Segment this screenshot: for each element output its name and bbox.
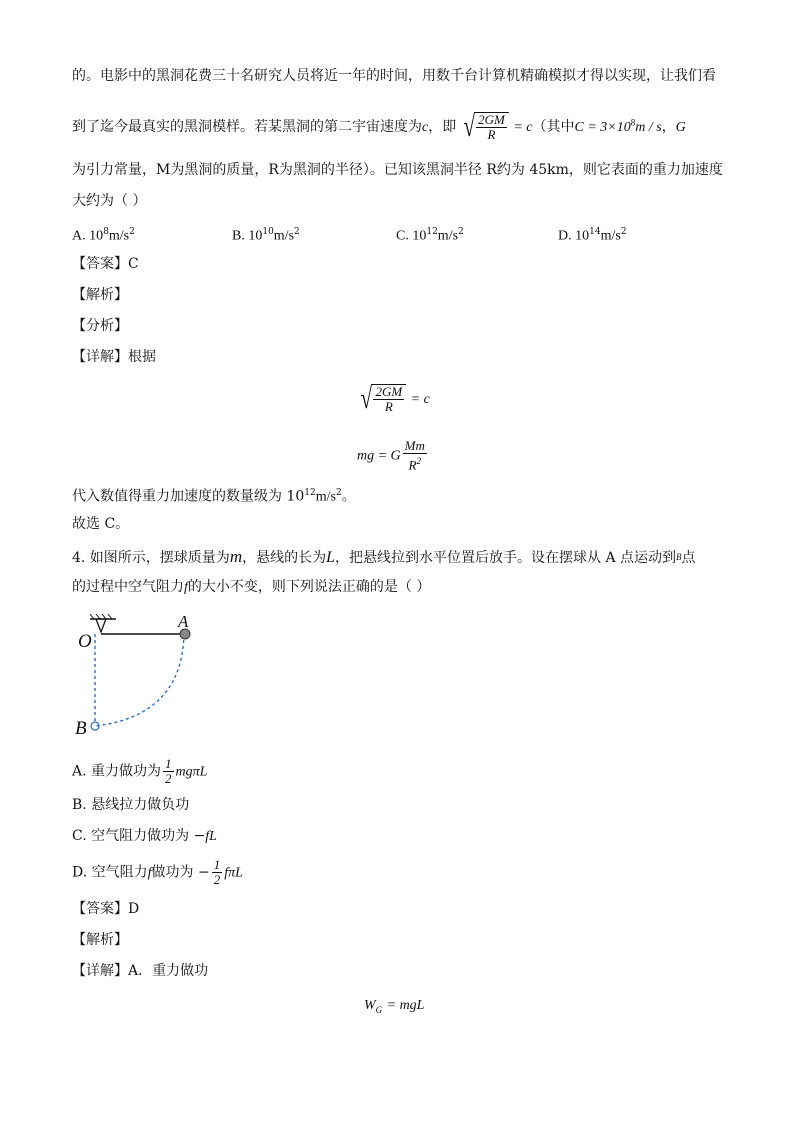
label-o: O (78, 631, 92, 652)
label-b: B (75, 718, 87, 739)
q3-choose: 故选 C。 (72, 516, 130, 532)
q3-option-a: A. $10^8m/s^2$ (72, 227, 135, 244)
q3-text-line-3: 为引力常量，M为黑洞的质量，R为黑洞的半径）。已知该黑洞半径 R约为 45km，则它表面的重力加速度 (72, 162, 723, 178)
q4-text-line-1: 4. 如图所示，摆球质量为m，悬线的长为L，把悬线拉到水平位置后放手。设在摆球从 A 点运动到$^B$点 (72, 547, 696, 566)
pendulum-figure (70, 610, 210, 740)
q3-analysis-heading: 【解析】 (72, 287, 128, 303)
q3-detail-heading: 【详解】根据 (72, 349, 156, 365)
q4-analysis-heading: 【解析】 (72, 932, 128, 948)
escape-velocity-formula: √ $\frac{2GM}{R}$ (461, 112, 509, 142)
q4-option-c: C. 空气阻力做功为 −fL (72, 828, 217, 844)
q4-answer: 【答案】D (72, 901, 140, 917)
q4-option-a: A. 重力做功为 $\frac{1}{2}$ mgπL (72, 756, 208, 786)
q3-fenxi-heading: 【分析】 (72, 318, 128, 334)
q4-work-equation: $W_G$ = mgL (364, 998, 425, 1015)
q4-text-line-2: 的过程中空气阻力f的大小不变，则下列说法正确的是（ ） (72, 579, 431, 595)
q4-detail-heading: 【详解】A．重力做功 (72, 963, 209, 979)
q3-text-line-1: 的。电影中的黑洞花费三十名研究人员将近一年的时间，用数千台计算机精确模拟才得以实现，让我们看 (72, 68, 716, 84)
q3-option-d: D. $10^{14}m/s^2$ (558, 227, 627, 244)
q3-answer: 【答案】C (72, 256, 139, 272)
q3-option-b: B. $10^{10}m/s^2$ (232, 227, 300, 244)
q3-equation-1: √ $\frac{2GM}{R}$ = c (360, 382, 430, 415)
q3-equation-2: mg = G $\frac{Mm}{R^2}$ (357, 438, 425, 473)
q4-option-b: B. 悬线拉力做负功 (72, 797, 190, 813)
q3-option-c: C. $10^{12}m/s^2$ (396, 227, 464, 244)
swing-arc (95, 634, 184, 726)
q3-text-line-2: 到了迄今最真实的黑洞模样。若某黑洞的第二宇宙速度为c，即 √ $\frac{2GM}{R}$ = c（其中$C = 3\times 10^8m / s$，G (72, 110, 686, 143)
label-a: A (178, 612, 189, 631)
q3-text-line-4: 大约为（ ） (72, 193, 147, 209)
ceiling-support-icon (90, 614, 116, 632)
q3-result: 代入数值得重力加速度的数量级为 $10^{12}m/s^2$。 (72, 488, 356, 505)
q4-option-d: D. 空气阻力f做功为 − $\frac{1}{2}$ fπL (72, 857, 243, 887)
